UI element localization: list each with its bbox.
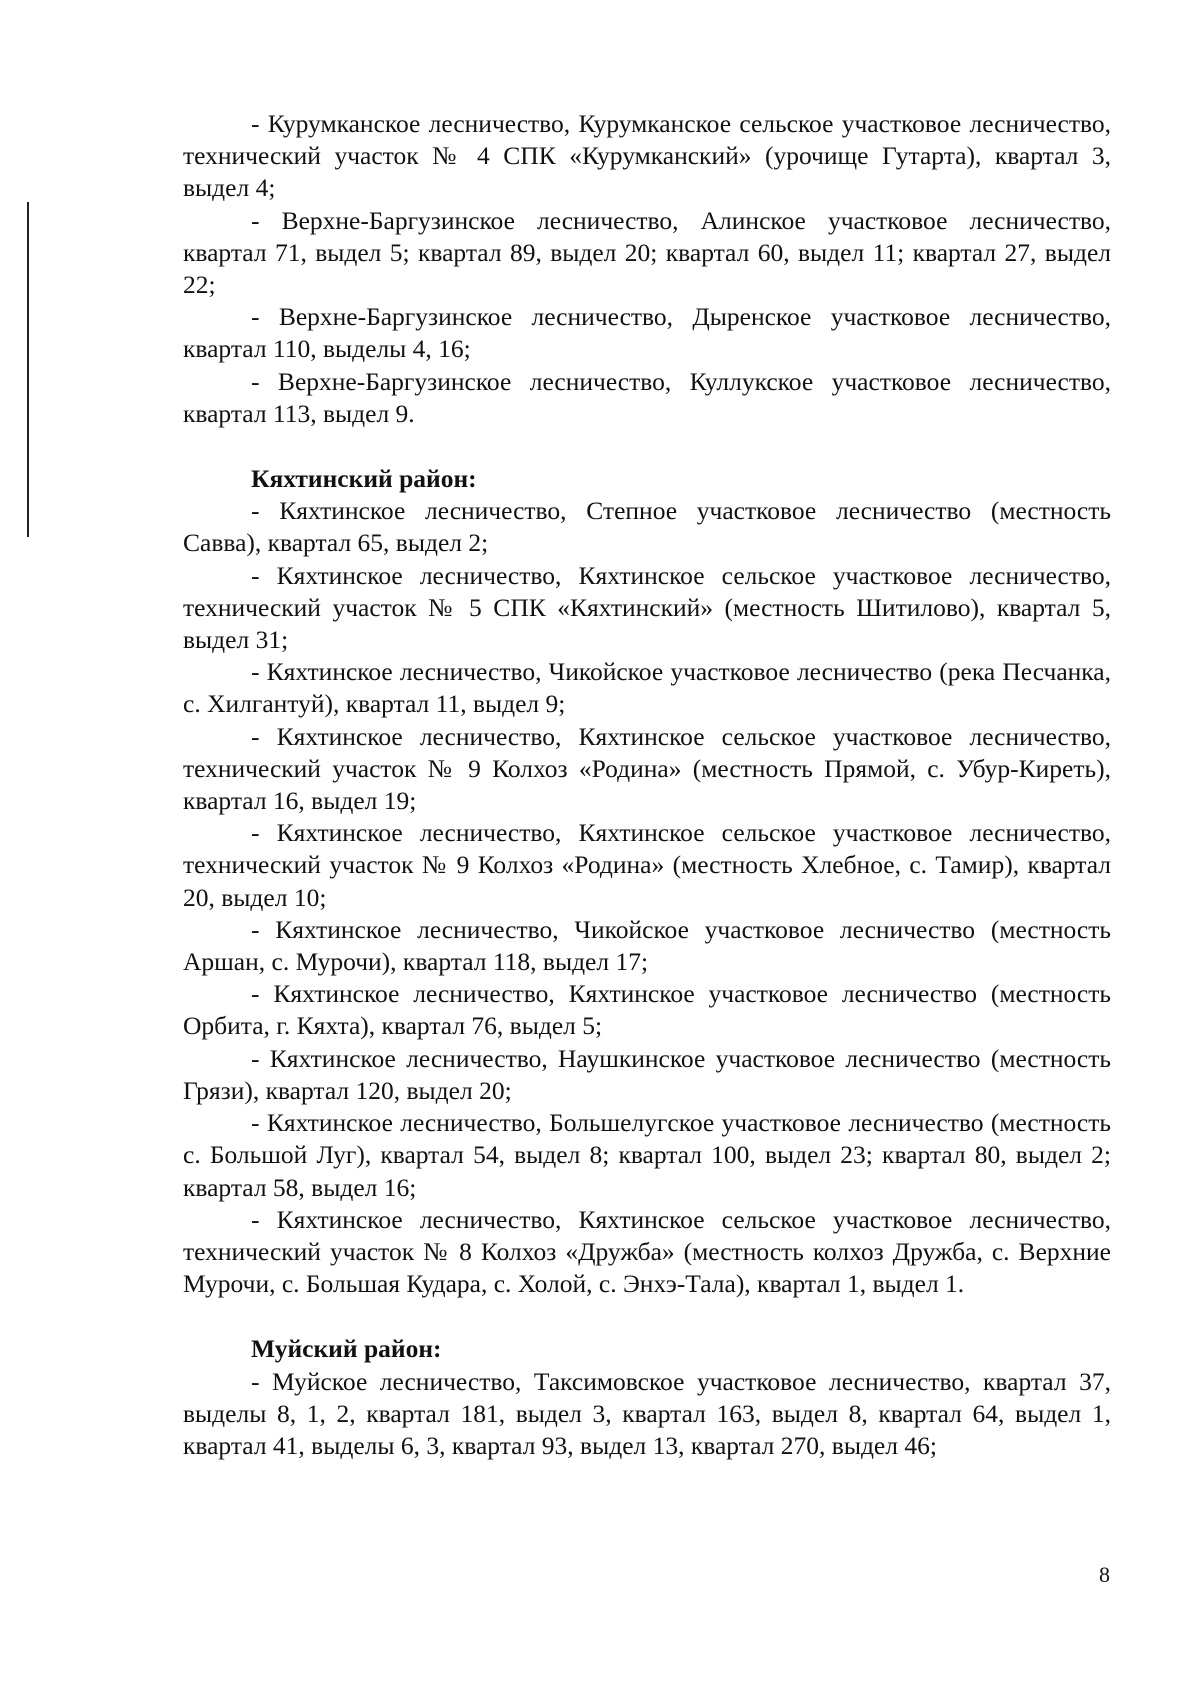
- paragraph: - Кяхтинское лесничество, Чикойское участковое лесничество (река Песчанка, с. Хилгантуй), квартал 11, выдел 9;: [183, 657, 1111, 719]
- paragraph: - Кяхтинское лесничество, Большелугское участковое лесничество (местность с. Большой Луг), квартал 54, выдел 8; квартал 100, выдел 23; квартал 80, выдел 2; квартал 58, выдел 16;: [183, 1108, 1111, 1202]
- paragraph: - Кяхтинское лесничество, Кяхтинское сельское участковое лесничество, технический участок № 9 Колхоз «Родина» (местность Хлебное, с. Тамир), квартал 20, выдел 10;: [183, 818, 1111, 912]
- paragraph: - Муйское лесничество, Таксимовское участковое лесничество, квартал 37, выделы 8, 1, 2, квартал 181, выдел 3, квартал 163, выдел 8, квартал 64, выдел 1, квартал 41, выделы 6, 3, квартал 93, выдел 13, квартал 270, выдел 46;: [183, 1366, 1111, 1460]
- paragraph: - Курумканское лесничество, Курумканское сельское участковое лесничество, технический участок № 4 СПК «Курумканский» (урочище Гутарта), квартал 3, выдел 4;: [183, 109, 1111, 203]
- page-number: 8: [1099, 1562, 1110, 1587]
- margin-line: [27, 202, 29, 537]
- paragraph: - Кяхтинское лесничество, Наушкинское участковое лесничество (местность Грязи), квартал 120, выдел 20;: [183, 1043, 1111, 1105]
- paragraph: - Кяхтинское лесничество, Чикойское участковое лесничество (местность Аршан, с. Мурочи), квартал 118, выдел 17;: [183, 914, 1111, 977]
- section-heading-muya: Муйский район:: [251, 1334, 442, 1364]
- paragraph: - Верхне-Баргузинское лесничество, Дыренское участковое лесничество, квартал 110, выделы 4, 16;: [183, 302, 1111, 364]
- paragraph: - Кяхтинское лесничество, Кяхтинское сельское участковое лесничество, технический участок № 9 Колхоз «Родина» (местность Прямой, с. Убур-Киреть), квартал 16, выдел 19;: [183, 721, 1111, 816]
- paragraph: - Кяхтинское лесничество, Кяхтинское сельское участковое лесничество, технический участок № 8 Колхоз «Дружба» (местность колхоз Дружба, с. Верхние Мурочи, с. Большая Кудара, с. Холой, с. Энхэ-Тала), квартал 1, выдел 1.: [183, 1204, 1111, 1299]
- paragraph: - Верхне-Баргузинское лесничество, Алинское участковое лесничество, квартал 71, выдел 5; квартал 89, выдел 20; квартал 60, выдел 11; квартал 27, выдел 22;: [183, 205, 1111, 300]
- document-body: [183, 108, 1111, 1462]
- section-heading-kyakhta: Кяхтинский район:: [251, 464, 477, 494]
- paragraph: - Кяхтинское лесничество, Степное участковое лесничество (местность Савва), квартал 65, выдел 2;: [183, 496, 1111, 558]
- paragraph: - Верхне-Баргузинское лесничество, Куллукское участковое лесничество, квартал 113, выдел 9.: [183, 366, 1111, 428]
- paragraph: - Кяхтинское лесничество, Кяхтинское сельское участковое лесничество, технический участок № 5 СПК «Кяхтинский» (местность Шитилово), квартал 5, выдел 31;: [183, 560, 1111, 655]
- paragraph: - Кяхтинское лесничество, Кяхтинское участковое лесничество (местность Орбита, г. Кяхта), квартал 76, выдел 5;: [183, 979, 1111, 1041]
